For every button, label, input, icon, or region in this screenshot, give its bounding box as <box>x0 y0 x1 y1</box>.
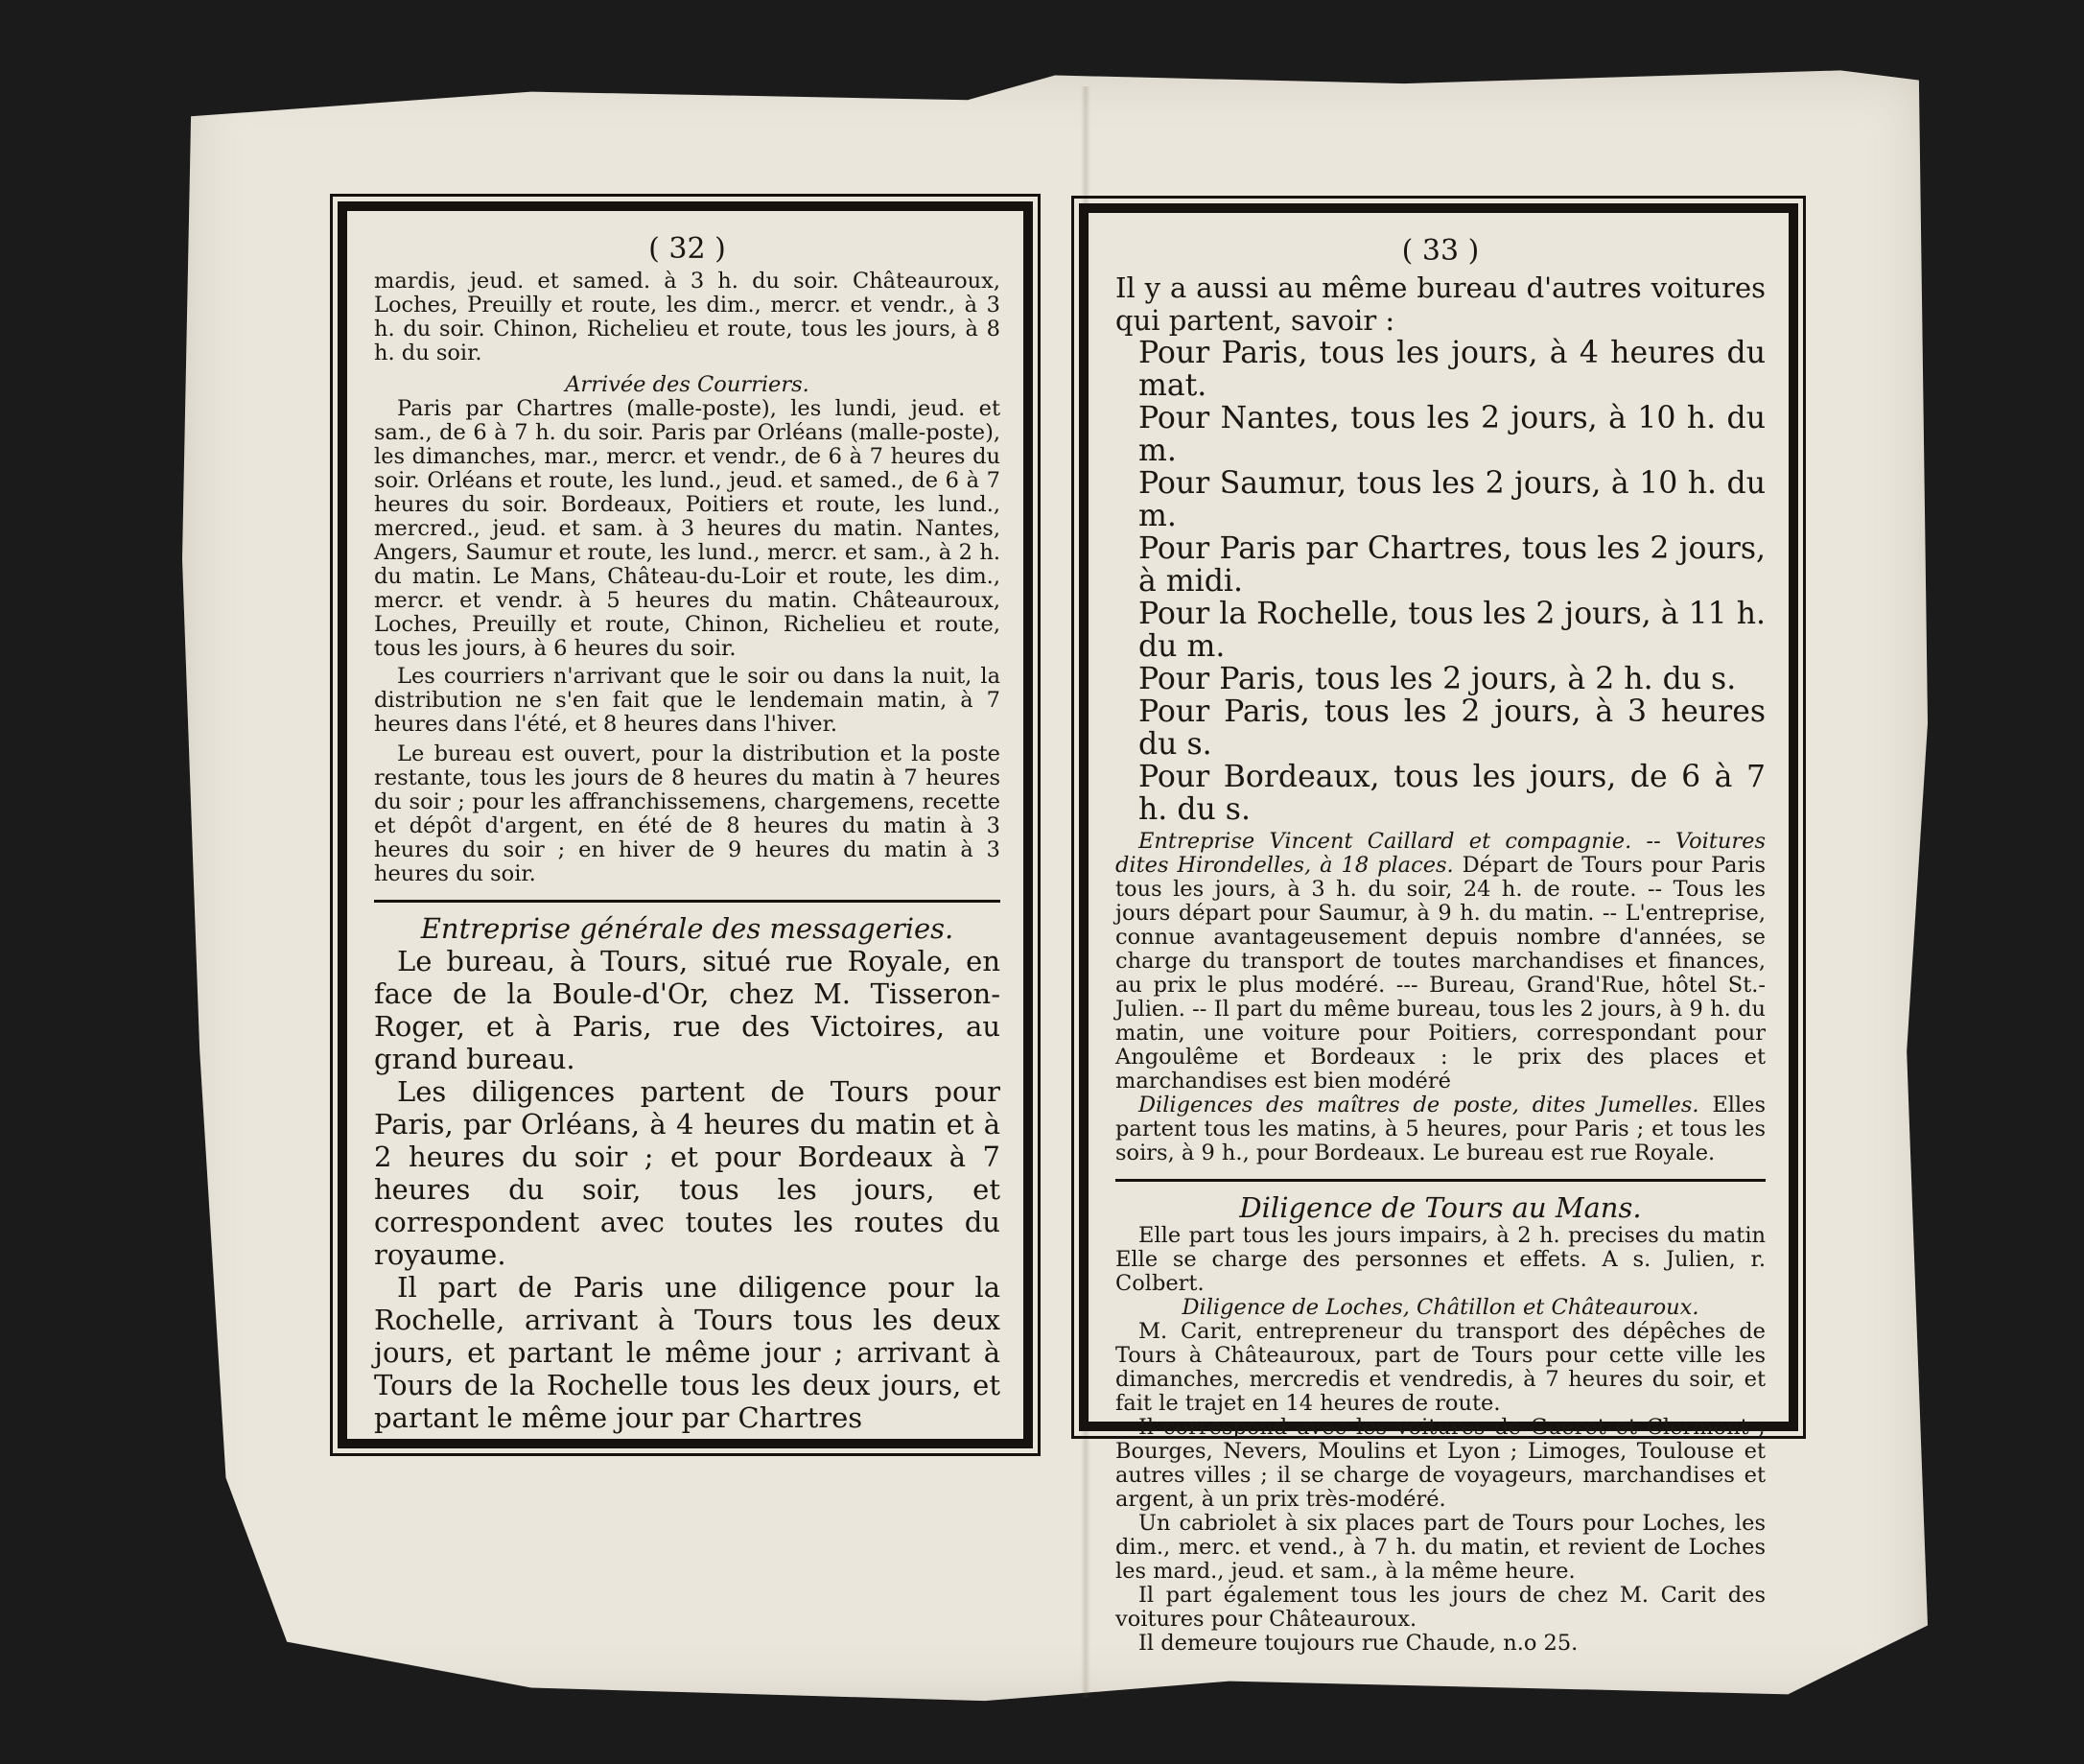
left-page-content <box>374 232 1000 1434</box>
departure-item: Pour Bordeaux, tous les jours, de 6 à 7 h. du s. <box>1138 760 1766 827</box>
departures-list <box>1115 337 1766 826</box>
right-intro: Il y a aussi au même bureau d'autres voitures qui partent, savoir : <box>1115 271 1766 337</box>
caillard-lead: Entreprise Vincent Caillard et compagnie. -- Voitures dites Hirondelles, à 18 places. <box>1115 829 1766 878</box>
carit-paragraph-1: M. Carit, entrepreneur du transport des dépêches de Tours à Châteauroux, part de Tours pour cette ville les dimanches, mercredis et vendredis, à 7 heures du soir, et fait le trajet en 14 heures de route. <box>1115 1319 1766 1416</box>
jumelles-paragraph <box>1115 1094 1766 1165</box>
section-divider <box>1115 1179 1766 1182</box>
departure-item: Pour Paris, tous les 2 jours, à 3 heures du s. <box>1138 694 1766 762</box>
left-top-text: mardis, jeud. et samed. à 3 h. du soir. Châteauroux, Loches, Preuilly et route, les dim., mercr. et vendr., à 3 h. du soir. Chinon, Richelieu et route, tous les jours, à 8 h. du soir. <box>374 269 1000 365</box>
messageries-paragraph-1: Le bureau, à Tours, situé rue Royale, en face de la Boule-d'Or, chez M. Tisseron-Roger, et à Paris, rue des Victoires, au grand bureau. <box>374 945 1000 1075</box>
carit-paragraph-5: Il demeure toujours rue Chaude, n.o 25. <box>1138 1631 1579 1656</box>
bureau-text: Le bureau est ouvert, pour la distribution et la poste restante, tous les jours de 8 heures du matin à 7 heures du soir ; pour les affranchissemens, chargemens, recette et dépôt d'argent, en été de 8 heures du matin à 3 heures du soir ; en hiver de 9 heures du matin à 3 heures du soir. <box>374 741 1000 886</box>
messageries-paragraph-3: Il part de Paris une diligence pour la Rochelle, arrivant à Tours tous les deux jours, et partant le même jour ; arrivant à Tours de la Rochelle tous les deux jours, et partant le même jour par Chartres <box>374 1271 1000 1434</box>
jumelles-text: Elles partent tous les matins, à 5 heures, pour Paris ; et tous les soirs, à 9 h., pour Bordeaux. Le bureau est rue Royale. <box>1115 1093 1766 1165</box>
carit-paragraph-2: Il correspond avec les voitures de Gueret et Clermont ; Bourges, Nevers, Moulins et Lyon ; Limoges, Toulouse et autres villes ; il se charge de voyageurs, marchandises et argent, à un prix très-modéré. <box>1115 1415 1766 1512</box>
carit-paragraph-3: Un cabriolet à six places part de Tours pour Loches, les dim., merc. et vend., à 7 h. du matin, et revient de Loches les mard., jeud. et sam., à la même heure. <box>1115 1511 1766 1584</box>
courriers-text: Les courriers n'arrivant que le soir ou dans la nuit, la distribution ne s'en fait que le lendemain matin, à 7 heures dans l'été, et 8 heures dans l'hiver. <box>374 664 1000 737</box>
carit-paragraph-4: Il part également tous les jours de chez M. Carit des voitures pour Châteauroux. <box>1115 1583 1766 1632</box>
messageries-heading: Entreprise générale des messageries. <box>420 912 954 945</box>
left-page-number: ( 32 ) <box>648 232 726 266</box>
departure-item: Pour Saumur, tous les 2 jours, à 10 h. du m. <box>1138 466 1766 533</box>
loches-heading: Diligence de Loches, Châtillon et Châteauroux. <box>1182 1295 1699 1320</box>
mans-text: Elle part tous les jours impairs, à 2 h. precises du matin Elle se charge des personnes et effets. A s. Julien, r. Colbert. <box>1115 1223 1766 1296</box>
departure-item: Pour Paris par Chartres, tous les 2 jours, à midi. <box>1138 531 1766 599</box>
left-page-frame <box>338 201 1033 1448</box>
right-page-content <box>1115 234 1766 1656</box>
arrivee-heading: Arrivée des Courriers. <box>565 372 809 397</box>
caillard-paragraph <box>1115 830 1766 1094</box>
messageries-paragraph-2: Les diligences partent de Tours pour Paris, par Orléans, à 4 heures du matin et à 2 heures du soir ; et pour Bordeaux à 7 heures du soir, tous les jours, et correspondent avec toutes les routes du royaume. <box>374 1075 1000 1271</box>
jumelles-lead: Diligences des maîtres de poste, dites Jumelles. <box>1138 1093 1699 1117</box>
right-page-frame <box>1079 203 1798 1656</box>
departure-item: Pour Nantes, tous les 2 jours, à 10 h. du m. <box>1138 401 1766 468</box>
departure-item: Pour la Rochelle, tous les 2 jours, à 11 h. du m. <box>1138 597 1766 664</box>
departure-item: Pour Paris, tous les jours, à 4 heures du mat. <box>1138 336 1766 403</box>
departure-item: Pour Paris, tous les 2 jours, à 2 h. du s. <box>1138 662 1737 696</box>
caillard-text: Départ de Tours pour Paris tous les jours, à 3 h. du soir, 24 h. de route. -- Tous les jours départ pour Saumur, à 9 h. du matin. -- L'entreprise, connue avantageusement depuis nombre d'années, se charge du transport de toutes marchandises et finances, au prix le plus modéré. --- Bureau, Grand'Rue, hôtel St.-Julien. -- Il part du même bureau, tous les 2 jours, à 9 h. du matin, une voiture pour Poitiers, correspondant pour Angoulême et Bordeaux : le prix des places et marchandises est bien modéré <box>1115 853 1766 1094</box>
arrivee-text: Paris par Chartres (malle-poste), les lundi, jeud. et sam., de 6 à 7 h. du soir. Paris par Orléans (malle-poste), les dimanches, mar., mercr. et vendr., de 6 à 7 heures du soir. Orléans et route, les lund., jeud. et samed., de 6 à 7 heures du soir. Bordeaux, Poitiers et route, les lund., mercred., jeud. et sam. à 3 heures du matin. Nantes, Angers, Saumur et route, les lund., mercr. et sam., à 2 h. du matin. Le Mans, Château-du-Loir et route, les dim., mercr. et vendr. à 5 heures du matin. Châteauroux, Loches, Preuilly et route, Chinon, Richelieu et route, tous les jours, à 6 heures du soir. <box>374 396 1000 661</box>
mans-heading: Diligence de Tours au Mans. <box>1239 1191 1642 1224</box>
right-page-number: ( 33 ) <box>1401 234 1480 268</box>
section-divider <box>374 900 1000 903</box>
